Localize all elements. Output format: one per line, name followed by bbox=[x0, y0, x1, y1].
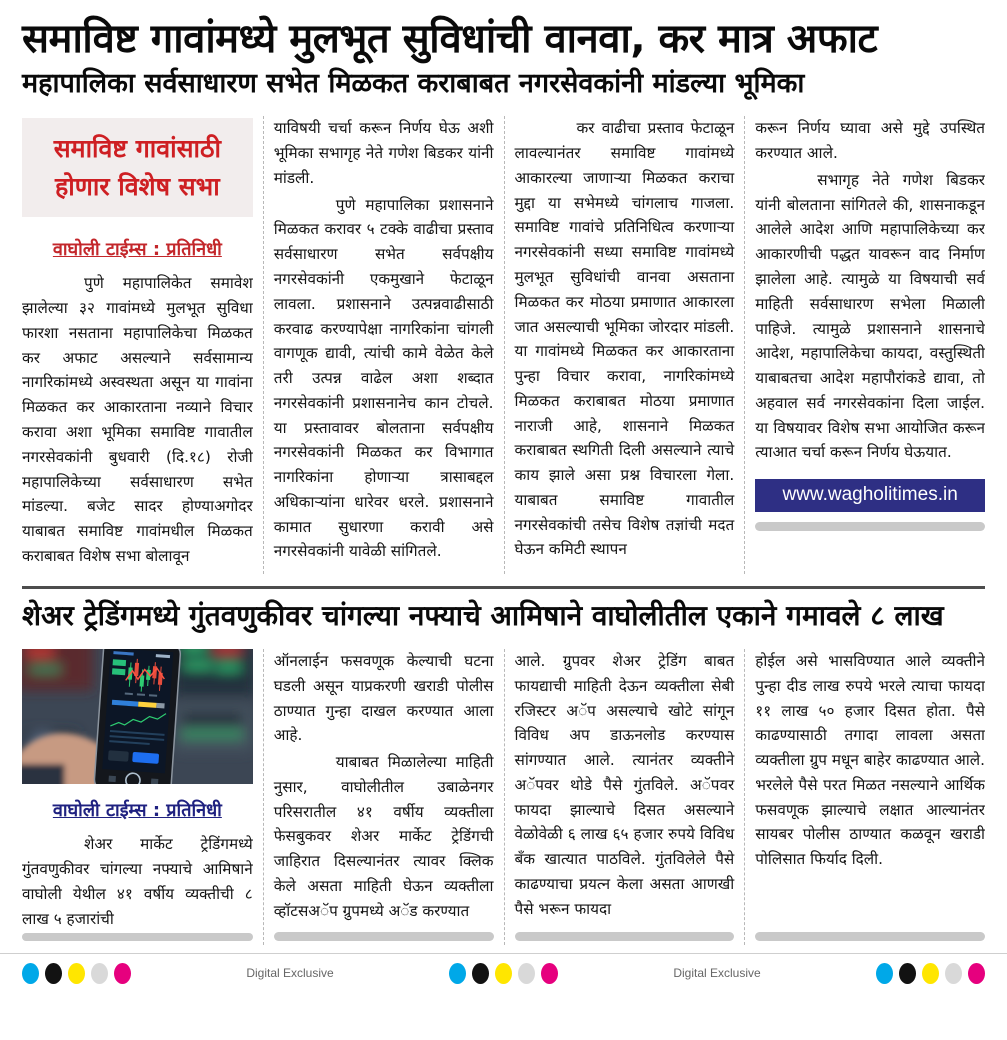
decorative-bar bbox=[22, 933, 253, 941]
sub-headline: महापालिका सर्वसाधारण सभेत मिळकत कराबाबत नगरसेवकांनी मांडल्या भूमिका bbox=[22, 68, 805, 99]
body-paragraph: आले. ग्रुपवर शेअर ट्रेडिंग बाबत फायद्याची माहिती देऊन व्यक्तीला सेबी रजिस्टर अॅप असल्याचे खोटे सांगून विविध अप डाऊनलोड करण्यास सांगण्यात आले. त्यानंतर व्यक्तीने अॅपवर थोडे पैसे गुंतविले. अॅपवर फायदा झाल्याचे दिसत असल्याने वेळोवेळी ६ लाख ६५ हजार रुपये विविध बँक खात्यात पाठविले. गुंतविलेले पैसे काढण्याचा प्रयत्न केला असता आणखी पैसे भरून फायदा bbox=[514, 651, 735, 918]
registration-dot bbox=[899, 963, 916, 984]
registration-dot bbox=[495, 963, 512, 984]
stock-trading-photo bbox=[22, 649, 253, 784]
registration-dot bbox=[876, 963, 893, 984]
website-bar: www.wagholitimes.in bbox=[755, 479, 985, 512]
body-paragraph: पुणे महापालिकेत समावेश झालेल्या ३२ गावांमध्ये मुलभूत सुविधा फारशा नसताना महापालिकेचा मिळकत कर अफाट असल्याने सर्वसामान्य नागरिकांमध्ये अस्वस्थता असून या गावांना मिळकत कर आकारताना नव्याने विचार करावा अशा भूमिका समाविष्ट गावातील नगरसेवकांनी बुधवारी (दि.१८) रोजी महापालिकेच्या सर्वसाधारण सभेत मांडल्या. बजेट सादर होण्याअगोदर याबाबत समाविष्ट गावांमधील मिळकत कराबाबत विशेष सभा बोलावून bbox=[22, 274, 253, 565]
article2-body bbox=[22, 649, 985, 945]
registration-dot bbox=[472, 963, 489, 984]
registration-dot bbox=[22, 963, 39, 984]
body-paragraph: याबाबत मिळालेल्या माहिती नुसार, वाघोलीतील उबाळेनगर परिसरातील ४१ वर्षीय व्यक्तीला फेसबुकवर शेअर मार्केट ट्रेडिंगची जाहिरात दिसल्यानंतर त्यावर क्लिक केले असता माहिती घेऊन व्यक्तीला व्हॉटसअॅप ग्रुपमध्ये अॅड करण्यात bbox=[273, 753, 494, 920]
decorative-bar bbox=[755, 932, 985, 941]
article2-column-3 bbox=[504, 649, 745, 945]
byline-article1: वाघोली टाईम्स : प्रतिनिधी bbox=[52, 239, 222, 261]
body-paragraph: कर वाढीचा प्रस्ताव फेटाळून लावल्यानंतर समाविष्ट गावांमध्ये आकारल्या जाणाऱ्या मिळकत कराचा मुद्दा या सभेमध्ये चांगलाच गाजला. समाविष्ट गावांचे प्रतिनिधित्व करणाऱ्या नगरसेवकांनी सध्या समाविष्ट गावांमध्ये मुलभूत सुविधांची वानवा असताना मिळकत कर मोठया प्रमाणात आकारला जात असल्याची भूमिका जोरदार मांडली. या गावांमध्ये मिळकत कर आकारताना पुन्हा विचार करावा, नागरिकांमध्ये मिळकत कराबाबत मोठया प्रमाणात नाराजी आहे, शासनाने मिळकत कराबाबत स्थगिती दिली असल्याने त्याचे काय झाले असा प्रश्न विचारला गेला. याबाबत समाविष्ट गावातील नगरसेवकांची तसेच विशेष तज्ञांची मदत घेऊन कमिटी स्थापन bbox=[514, 119, 735, 559]
article1-body bbox=[22, 116, 985, 574]
registration-dot bbox=[449, 963, 466, 984]
body-paragraph: शेअर मार्केट ट्रेडिंगमध्ये गुंतवणुकीवर चांगल्या नफ्याचे आमिषाने वाघोली येथील ४१ वर्षीय व्यक्तीची ८ लाख ५ हजारांची bbox=[22, 835, 253, 928]
registration-dot bbox=[541, 963, 558, 984]
body-paragraph: पुणे महापालिका प्रशासनाने मिळकत करावर ५ टक्के वाढीचा प्रस्ताव सर्वसाधारण सभेत सर्वपक्षीय नगरसेवकांनी एकमुखाने फेटाळून लावला. प्रशासनाने उत्पन्नवाढीसाठी करवाढ करण्यापेक्षा नागरिकांना चांगली वागणूक द्यावी, त्यांची कामे वेळेत केले तरी उत्पन्न वाढेल अशा शब्दात नगरसेवकांनी प्रशासनानेच कान टोचले. या प्रस्तावावर बोलताना सर्वपक्षीय नगरसेवकांनी मिळकत कर विभागात नागरिकांना होणाऱ्या त्रासाबद्दल अधिकाऱ्यांना धारेवर धरले. प्रशासनाने कामात सुधारणा करावी असे नगरसेवकांनी यावेळी सांगितले. bbox=[273, 195, 494, 561]
print-registration-strip bbox=[0, 953, 1007, 984]
registration-dot bbox=[45, 963, 62, 984]
main-headline: समाविष्ट गावांमध्ये मुलभूत सुविधांची वानवा, कर मात्र अफाट bbox=[22, 16, 878, 62]
body-paragraph: होईल असे भासविण्यात आले व्यक्तीने पुन्हा दीड लाख रुपये भरले त्याचा फायदा ११ लाख ५० हजार दिसत होता. पैसे काढण्यासाठी तगादा लावला असता व्यक्तीला ग्रुप मधून बाहेर काढण्यात आले. भरलेले पैसे परत मिळत नसल्याने आर्थिक फसवणूक झाल्याचे लक्षात आल्यानंतर सायबर पोलीस ठाण्यात कळवून खराडी पोलिसात फिर्याद दिली. bbox=[755, 651, 985, 869]
decorative-bar bbox=[755, 522, 985, 531]
decorative-bar bbox=[274, 932, 494, 941]
body-paragraph: सभागृह नेते गणेश बिडकर यांनी बोलताना सांगितले की, शासनाकडून आलेले आदेश आणि महापालिकेच्या कर आकारणीची पद्धत यावरून वाद निर्माण झालेला आहे. त्यामुळे या विषयाची सर्व माहिती सर्वसाधारण सभेला मिळाली पाहिजे. त्यामुळे प्रशासनाने शासनाचे आदेश, महापालिकेचा कायदा, वस्तुस्थिती याबाबतचा आदेश महापौरांकडे द्यावा, तो अहवाल सर्व नगरसेवकांना दिला जाईल. या विषयावर विशेष सभा आयोजित करून त्याआत चर्चा करून निर्णय घेऊयात. bbox=[755, 170, 985, 462]
article1-column-2 bbox=[263, 116, 504, 574]
registration-dot bbox=[518, 963, 535, 984]
registration-dots-center bbox=[449, 963, 558, 984]
article1-column-1 bbox=[22, 116, 263, 574]
registration-dot bbox=[114, 963, 131, 984]
registration-dot bbox=[91, 963, 108, 984]
registration-dot bbox=[68, 963, 85, 984]
article2-column-2 bbox=[263, 649, 504, 945]
article-divider-line bbox=[22, 586, 985, 589]
newspaper-page bbox=[0, 16, 1007, 945]
registration-dot bbox=[922, 963, 939, 984]
article2-column-1 bbox=[22, 649, 263, 945]
digital-exclusive-label: Digital Exclusive bbox=[246, 966, 334, 981]
registration-dots-right bbox=[876, 963, 985, 984]
article2-column-4 bbox=[744, 649, 985, 945]
article1-column-3 bbox=[504, 116, 745, 574]
registration-dots-left bbox=[22, 963, 131, 984]
decorative-bar bbox=[515, 932, 735, 941]
registration-dot bbox=[968, 963, 985, 984]
registration-dot bbox=[945, 963, 962, 984]
special-meeting-box: समाविष्ट गावांसाठी होणार विशेष सभा bbox=[22, 118, 253, 217]
body-paragraph: करून निर्णय घ्यावा असे मुद्दे उपस्थित करण्यात आले. bbox=[755, 119, 985, 163]
article2-headline: शेअर ट्रेडिंगमध्ये गुंतवणुकीवर चांगल्या नफ्याचे आमिषाने वाघोलीतील एकाने गमावले ८ लाख bbox=[22, 599, 944, 633]
body-paragraph: ऑनलाईन फसवणूक केल्याची घटना घडली असून याप्रकरणी खराडी पोलीस ठाण्यात गुन्हा दाखल करण्यात आला आहे. bbox=[273, 651, 494, 745]
digital-exclusive-label: Digital Exclusive bbox=[673, 966, 761, 981]
body-paragraph: याविषयी चर्चा करून निर्णय घेऊ अशी भूमिका सभागृह नेते गणेश बिडकर यांनी मांडली. bbox=[273, 119, 494, 187]
byline-article2: वाघोली टाईम्स : प्रतिनिधी bbox=[52, 800, 222, 822]
article1-column-4 bbox=[744, 116, 985, 574]
